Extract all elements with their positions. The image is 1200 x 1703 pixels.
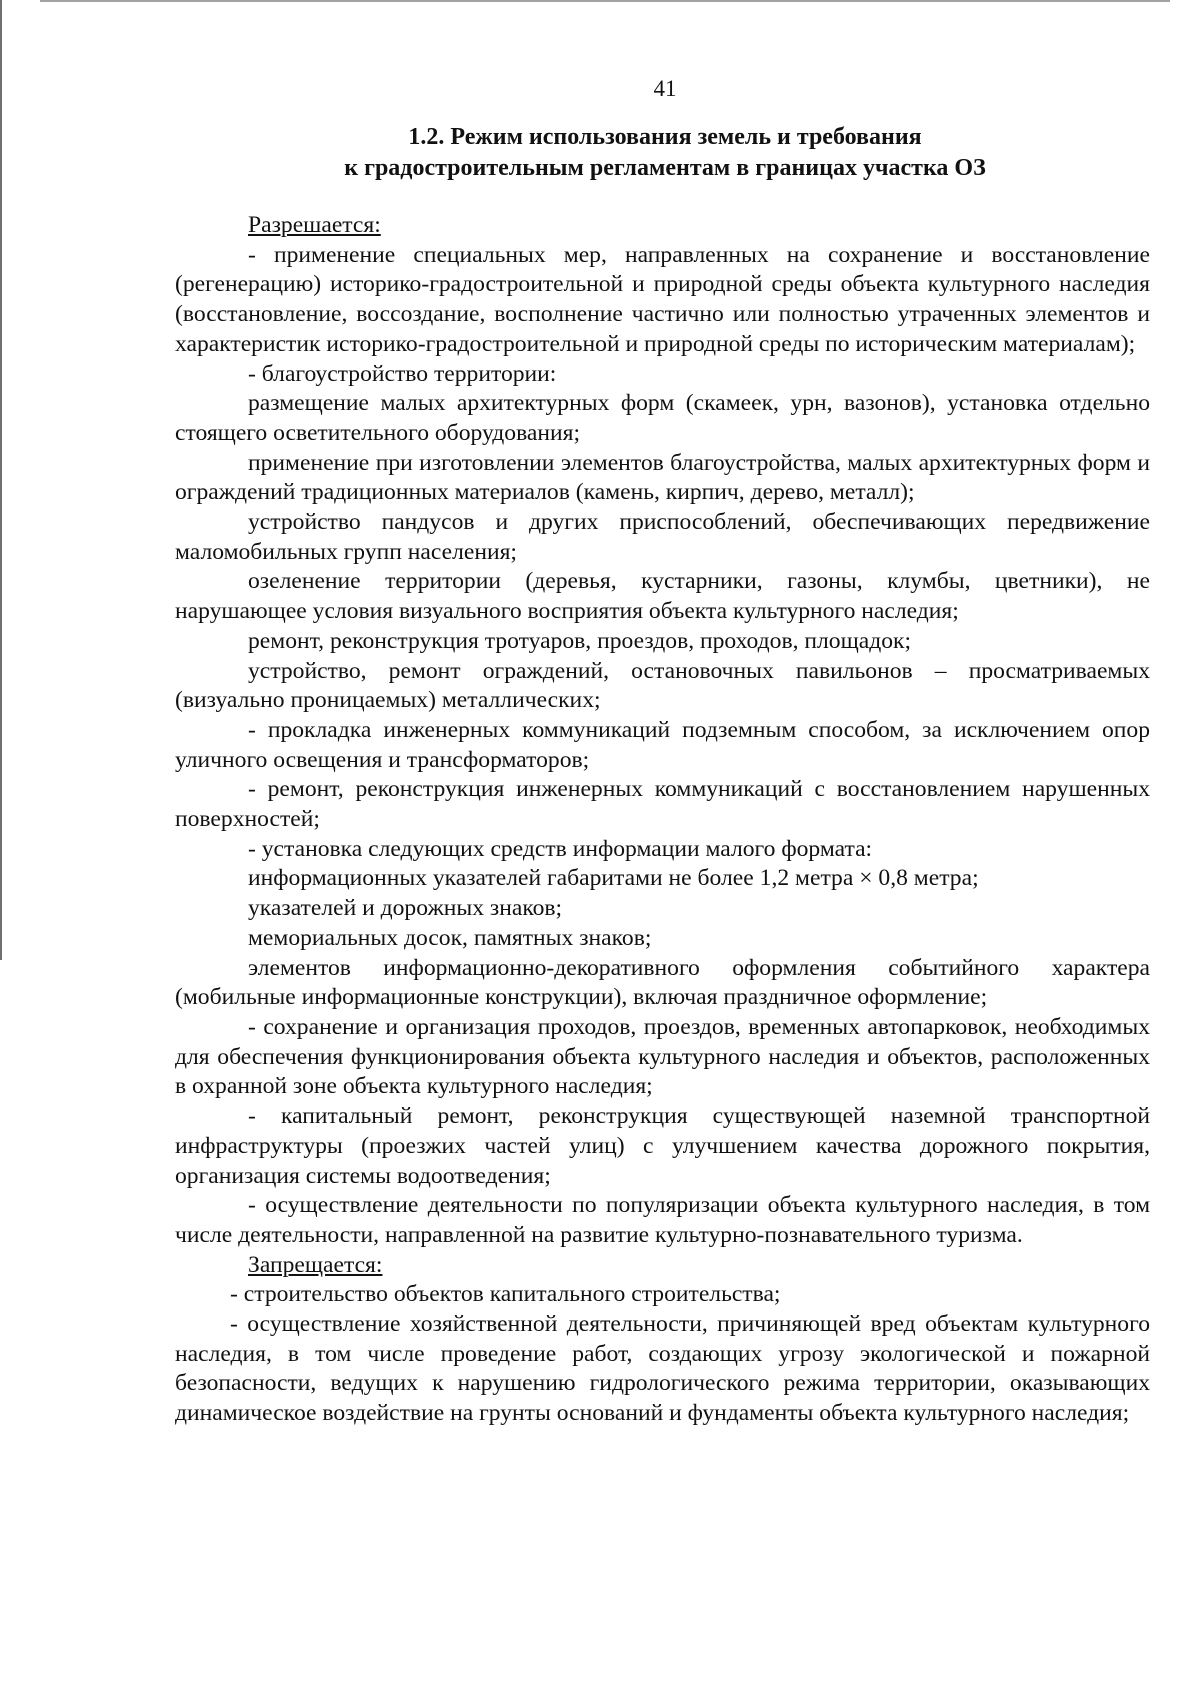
scan-edge-top	[40, 0, 1170, 2]
allowed-item: размещение малых архитектурных форм (скамеек, урн, вазонов), установка отдельно стоящего осветительного оборудования;	[175, 390, 1150, 446]
allowed-item: информационных указателей габаритами не более 1,2 метра × 0,8 метра;	[248, 865, 979, 892]
allowed-item: - прокладка инженерных коммуникаций подземным способом, за исключением опор уличного освещения и трансформаторов;	[175, 716, 1150, 773]
allowed-item: указателей и дорожных знаков;	[248, 895, 563, 922]
forbidden-item: - осуществление хозяйственной деятельности, причиняющей вред объектам культурного наследия, в том числе проведение работ, создающих угрозу экологической и пожарной безопасности, ведущих к нарушению гидрологического режима территории, оказывающих динамическое воздействие на грунты оснований и фундаменты объекта культурного наследия;	[175, 1311, 1150, 1427]
allowed-item: - осуществление деятельности по популяризации объекта культурного наследия, в том числе деятельности, направленной на развитие культурно-познавательного туризма.	[175, 1192, 1150, 1248]
allowed-item: - ремонт, реконструкция инженерных коммуникаций с восстановлением нарушенных поверхностей;	[175, 776, 1150, 833]
allowed-item: ремонт, реконструкция тротуаров, проездов, проходов, площадок;	[248, 627, 912, 654]
allowed-item: озеленение территории (деревья, кустарники, газоны, клумбы, цветники), не нарушающее условия визуального восприятия объекта культурного наследия;	[175, 568, 1150, 625]
page-number: 41	[653, 76, 677, 101]
document-body	[175, 211, 1150, 1429]
allowed-item: элементов информационно-декоративного оформления событийного характера (мобильные информационные конструкции), включая праздничное оформление;	[175, 954, 1150, 1011]
allowed-item: - установка следующих средств информации малого формата:	[248, 835, 873, 862]
allowed-item: мемориальных досок, памятных знаков;	[248, 924, 652, 951]
allowed-item: - сохранение и организация проходов, проездов, временных автопарковок, необходимых для обеспечения функционирования объекта культурного наследия и объектов, расположенных в охранной зоне объекта культурного наследия;	[175, 1013, 1150, 1100]
section-title-line-1: 1.2. Режим использования земель и требования	[408, 124, 922, 150]
allowed-heading: Разрешается:	[248, 212, 381, 238]
allowed-item: - капитальный ремонт, реконструкция существующей наземной транспортной инфраструктуры (проезжих частей улиц) с улучшением качества дорожного покрытия, организация системы водоотведения;	[175, 1103, 1150, 1189]
forbidden-heading: Запрещается:	[248, 1251, 383, 1278]
section-title-line-2: к градостроительным регламентам в границах участка ОЗ	[344, 155, 986, 181]
allowed-item: применение при изготовлении элементов благоустройства, малых архитектурных форм и ограждений традиционных материалов (камень, кирпич, дерево, металл);	[175, 449, 1150, 506]
allowed-item: - благоустройство территории:	[248, 360, 557, 387]
section-title	[0, 122, 1200, 184]
allowed-item: устройство, ремонт ограждений, остановочных павильонов – просматриваемых (визуально проницаемых) металлических;	[175, 657, 1150, 714]
allowed-item: - применение специальных мер, направленных на сохранение и восстановление (регенерацию) историко-градостроительной и природной среды объекта культурного наследия (восстановление, воссоздание, восполнение частично или полностью утраченных элементов и характеристик историко-градостроительной и природной среды по историческим материалам);	[175, 241, 1150, 357]
allowed-item: устройство пандусов и других приспособлений, обеспечивающих передвижение маломобильных групп населения;	[175, 509, 1150, 565]
forbidden-item: - строительство объектов капитального строительства;	[230, 1281, 781, 1308]
